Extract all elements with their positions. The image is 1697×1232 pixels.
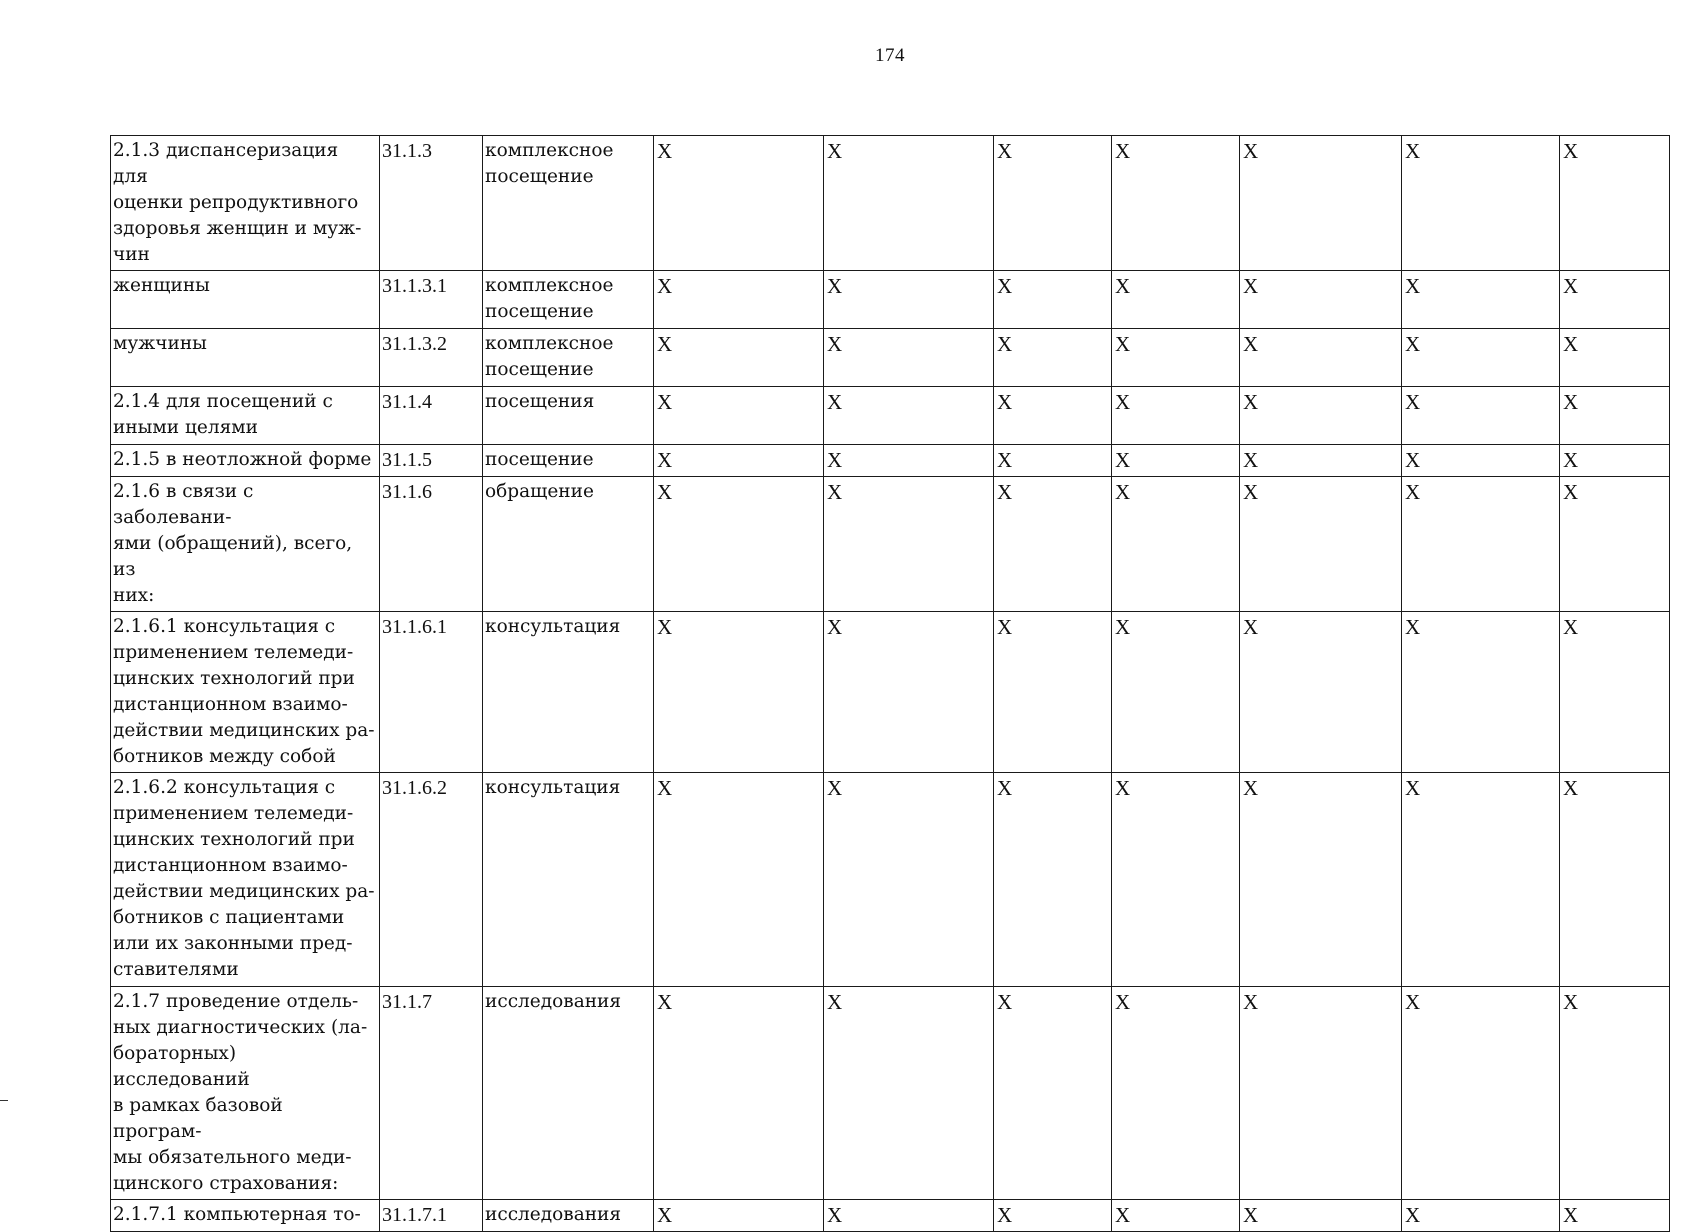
- margin-mark: [0, 1100, 8, 1101]
- mark-x: Х: [827, 1203, 843, 1227]
- row-unit: обращение: [485, 481, 594, 502]
- mark-x: Х: [1243, 274, 1259, 298]
- row-code: 31.1.4: [382, 391, 432, 413]
- mark-x: Х: [657, 776, 673, 800]
- mark-x: Х: [657, 480, 673, 504]
- row-unit: посещение: [485, 449, 594, 470]
- row-unit: комплексное посещение: [485, 333, 614, 380]
- mark-x-cell: [1112, 773, 1240, 987]
- mark-x-cell: [824, 387, 994, 445]
- mark-x: Х: [1405, 990, 1421, 1014]
- mark-x-cell: [1402, 329, 1560, 387]
- mark-x-cell: [654, 1200, 824, 1232]
- mark-x-cell: [1240, 477, 1402, 612]
- mark-x-cell: [1112, 329, 1240, 387]
- row-code-cell: [380, 136, 483, 271]
- mark-x-cell: [1560, 773, 1670, 987]
- mark-x-cell: [654, 271, 824, 329]
- mark-x: Х: [827, 332, 843, 356]
- mark-x: Х: [997, 274, 1013, 298]
- row-code-cell: [380, 477, 483, 612]
- mark-x: Х: [1405, 332, 1421, 356]
- row-code: 31.1.7.1: [382, 1204, 447, 1226]
- mark-x: Х: [997, 480, 1013, 504]
- row-unit-cell: [483, 477, 654, 612]
- mark-x-cell: [1240, 136, 1402, 271]
- row-unit: комплексное посещение: [485, 275, 614, 322]
- mark-x: Х: [657, 448, 673, 472]
- mark-x: Х: [1563, 390, 1579, 414]
- mark-x-cell: [654, 445, 824, 477]
- mark-x-cell: [1402, 387, 1560, 445]
- table-row: [111, 445, 1670, 477]
- row-unit-cell: [483, 987, 654, 1200]
- mark-x: Х: [827, 390, 843, 414]
- mark-x: Х: [997, 390, 1013, 414]
- table-row: [111, 773, 1670, 987]
- mark-x-cell: [824, 773, 994, 987]
- mark-x-cell: [994, 612, 1112, 773]
- mark-x: Х: [1115, 390, 1131, 414]
- row-code: 31.1.3.1: [382, 275, 447, 297]
- mark-x: Х: [1405, 274, 1421, 298]
- mark-x-cell: [1112, 445, 1240, 477]
- mark-x-cell: [994, 136, 1112, 271]
- mark-x-cell: [824, 445, 994, 477]
- mark-x: Х: [1243, 776, 1259, 800]
- mark-x: Х: [1115, 990, 1131, 1014]
- table-row: [111, 136, 1670, 271]
- mark-x: Х: [1405, 1203, 1421, 1227]
- mark-x-cell: [654, 612, 824, 773]
- mark-x-cell: [1240, 445, 1402, 477]
- mark-x-cell: [1402, 477, 1560, 612]
- mark-x-cell: [1402, 136, 1560, 271]
- row-code-cell: [380, 1200, 483, 1232]
- row-unit-cell: [483, 387, 654, 445]
- mark-x: Х: [1115, 332, 1131, 356]
- mark-x-cell: [1112, 1200, 1240, 1232]
- row-description: 2.1.5 в неотложной форме: [113, 449, 372, 470]
- mark-x-cell: [1560, 387, 1670, 445]
- mark-x: Х: [1115, 139, 1131, 163]
- row-description-cell: [111, 136, 380, 271]
- row-unit: исследования: [485, 991, 622, 1012]
- mark-x: Х: [1115, 776, 1131, 800]
- mark-x: Х: [1115, 1203, 1131, 1227]
- row-unit-cell: [483, 773, 654, 987]
- row-description-cell: [111, 329, 380, 387]
- row-unit: исследования: [485, 1204, 622, 1225]
- mark-x-cell: [1112, 271, 1240, 329]
- mark-x: Х: [1563, 990, 1579, 1014]
- row-description: 2.1.4 для посещений с иными целями: [113, 391, 333, 438]
- row-description: 2.1.7.1 компьютерная то-: [113, 1204, 361, 1225]
- table-row: [111, 1200, 1670, 1232]
- mark-x: Х: [657, 274, 673, 298]
- row-description-cell: [111, 612, 380, 773]
- mark-x-cell: [1560, 271, 1670, 329]
- row-description-cell: [111, 1200, 380, 1232]
- row-code-cell: [380, 271, 483, 329]
- mark-x-cell: [994, 271, 1112, 329]
- row-code: 31.1.6: [382, 481, 432, 503]
- row-code: 31.1.5: [382, 449, 432, 471]
- page-number: 174: [875, 45, 905, 66]
- mark-x-cell: [824, 329, 994, 387]
- mark-x: Х: [1563, 139, 1579, 163]
- table-row: [111, 271, 1670, 329]
- mark-x-cell: [654, 387, 824, 445]
- row-unit-cell: [483, 612, 654, 773]
- mark-x: Х: [1115, 480, 1131, 504]
- row-code-cell: [380, 773, 483, 987]
- table-row: [111, 987, 1670, 1200]
- row-description-cell: [111, 387, 380, 445]
- mark-x: Х: [1405, 448, 1421, 472]
- mark-x: Х: [1405, 615, 1421, 639]
- mark-x: Х: [997, 615, 1013, 639]
- mark-x: Х: [1243, 990, 1259, 1014]
- row-unit: комплексное посещение: [485, 140, 614, 187]
- row-description-cell: [111, 987, 380, 1200]
- mark-x-cell: [654, 136, 824, 271]
- mark-x: Х: [1563, 274, 1579, 298]
- mark-x: Х: [997, 1203, 1013, 1227]
- mark-x-cell: [824, 1200, 994, 1232]
- row-description-cell: [111, 477, 380, 612]
- mark-x-cell: [1560, 987, 1670, 1200]
- row-code: 31.1.3.2: [382, 333, 447, 355]
- mark-x-cell: [654, 987, 824, 1200]
- row-description-cell: [111, 773, 380, 987]
- mark-x: Х: [657, 990, 673, 1014]
- row-unit-cell: [483, 445, 654, 477]
- mark-x: Х: [1405, 390, 1421, 414]
- row-unit-cell: [483, 1200, 654, 1232]
- mark-x-cell: [1112, 987, 1240, 1200]
- mark-x-cell: [1240, 387, 1402, 445]
- mark-x: Х: [827, 480, 843, 504]
- mark-x-cell: [994, 773, 1112, 987]
- mark-x-cell: [824, 612, 994, 773]
- mark-x: Х: [997, 139, 1013, 163]
- table-row: [111, 329, 1670, 387]
- mark-x: Х: [997, 448, 1013, 472]
- row-code-cell: [380, 987, 483, 1200]
- mark-x-cell: [824, 271, 994, 329]
- mark-x: Х: [1563, 448, 1579, 472]
- mark-x-cell: [994, 987, 1112, 1200]
- mark-x: Х: [1243, 139, 1259, 163]
- mark-x: Х: [997, 776, 1013, 800]
- row-unit: посещения: [485, 391, 595, 412]
- row-code-cell: [380, 329, 483, 387]
- row-unit: консультация: [485, 616, 621, 637]
- mark-x: Х: [1563, 776, 1579, 800]
- mark-x: Х: [827, 448, 843, 472]
- mark-x-cell: [1402, 612, 1560, 773]
- mark-x-cell: [1402, 987, 1560, 1200]
- mark-x-cell: [824, 477, 994, 612]
- mark-x-cell: [1240, 612, 1402, 773]
- row-description: 2.1.7 проведение отдель- ных диагностических (ла- бораторных) исследований в рамках базовой програм- мы обязательного меди- цинского страхования:: [113, 991, 368, 1194]
- row-unit-cell: [483, 329, 654, 387]
- mark-x: Х: [1563, 615, 1579, 639]
- table-row: [111, 387, 1670, 445]
- mark-x-cell: [1402, 271, 1560, 329]
- mark-x-cell: [1112, 477, 1240, 612]
- mark-x-cell: [1560, 329, 1670, 387]
- mark-x-cell: [1240, 773, 1402, 987]
- row-unit: консультация: [485, 777, 621, 798]
- mark-x: Х: [1115, 615, 1131, 639]
- mark-x: Х: [657, 139, 673, 163]
- mark-x: Х: [1243, 448, 1259, 472]
- row-description-cell: [111, 445, 380, 477]
- row-code-cell: [380, 387, 483, 445]
- mark-x: Х: [827, 274, 843, 298]
- row-description: мужчины: [113, 333, 207, 354]
- row-code: 31.1.7: [382, 991, 432, 1013]
- row-unit-cell: [483, 271, 654, 329]
- row-code-cell: [380, 612, 483, 773]
- mark-x: Х: [1405, 480, 1421, 504]
- mark-x: Х: [827, 990, 843, 1014]
- row-code-cell: [380, 445, 483, 477]
- row-unit-cell: [483, 136, 654, 271]
- mark-x: Х: [997, 990, 1013, 1014]
- mark-x-cell: [994, 445, 1112, 477]
- mark-x-cell: [994, 477, 1112, 612]
- mark-x-cell: [994, 329, 1112, 387]
- row-description-cell: [111, 271, 380, 329]
- mark-x: Х: [1563, 332, 1579, 356]
- row-description: 2.1.6.1 консультация с применением телемеди- цинских технологий при дистанционном взаимо- действии медицинских ра- ботников между собой: [113, 616, 375, 767]
- mark-x-cell: [654, 329, 824, 387]
- mark-x-cell: [1112, 136, 1240, 271]
- mark-x-cell: [824, 987, 994, 1200]
- mark-x-cell: [1560, 1200, 1670, 1232]
- mark-x: Х: [1115, 448, 1131, 472]
- row-code: 31.1.6.2: [382, 777, 447, 799]
- row-code: 31.1.3: [382, 140, 432, 162]
- mark-x: Х: [827, 615, 843, 639]
- mark-x: Х: [1243, 1203, 1259, 1227]
- row-description: 2.1.3 диспансеризация для оценки репродуктивного здоровья женщин и муж- чин: [113, 140, 362, 265]
- mark-x: Х: [997, 332, 1013, 356]
- mark-x: Х: [1243, 480, 1259, 504]
- mark-x-cell: [1560, 136, 1670, 271]
- mark-x-cell: [1240, 329, 1402, 387]
- mark-x-cell: [1560, 477, 1670, 612]
- mark-x: Х: [657, 615, 673, 639]
- mark-x-cell: [994, 387, 1112, 445]
- mark-x-cell: [1240, 1200, 1402, 1232]
- mark-x-cell: [1240, 271, 1402, 329]
- mark-x: Х: [1405, 776, 1421, 800]
- row-code: 31.1.6.1: [382, 616, 447, 638]
- mark-x: Х: [657, 390, 673, 414]
- mark-x-cell: [1560, 445, 1670, 477]
- mark-x: Х: [1405, 139, 1421, 163]
- mark-x-cell: [1402, 1200, 1560, 1232]
- mark-x-cell: [1402, 773, 1560, 987]
- mark-x: Х: [1243, 390, 1259, 414]
- mark-x-cell: [1240, 987, 1402, 1200]
- mark-x-cell: [1112, 387, 1240, 445]
- data-table: [110, 135, 1670, 1232]
- table-row: [111, 612, 1670, 773]
- mark-x: Х: [657, 332, 673, 356]
- row-description: 2.1.6.2 консультация с применением телемеди- цинских технологий при дистанционном взаимо- действии медицинских ра- ботников с пациентами или их законными пред- ставителями: [113, 777, 375, 980]
- mark-x-cell: [654, 773, 824, 987]
- mark-x-cell: [1402, 445, 1560, 477]
- mark-x: Х: [657, 1203, 673, 1227]
- mark-x: Х: [827, 776, 843, 800]
- mark-x-cell: [1112, 612, 1240, 773]
- mark-x: Х: [1563, 480, 1579, 504]
- mark-x: Х: [1243, 332, 1259, 356]
- row-description: 2.1.6 в связи с заболевани- ями (обращений), всего, из них:: [113, 481, 353, 606]
- table-row: [111, 477, 1670, 612]
- row-description: женщины: [113, 275, 210, 296]
- mark-x-cell: [824, 136, 994, 271]
- mark-x-cell: [994, 1200, 1112, 1232]
- mark-x: Х: [827, 139, 843, 163]
- mark-x: Х: [1115, 274, 1131, 298]
- mark-x: Х: [1243, 615, 1259, 639]
- mark-x-cell: [1560, 612, 1670, 773]
- mark-x: Х: [1563, 1203, 1579, 1227]
- mark-x-cell: [654, 477, 824, 612]
